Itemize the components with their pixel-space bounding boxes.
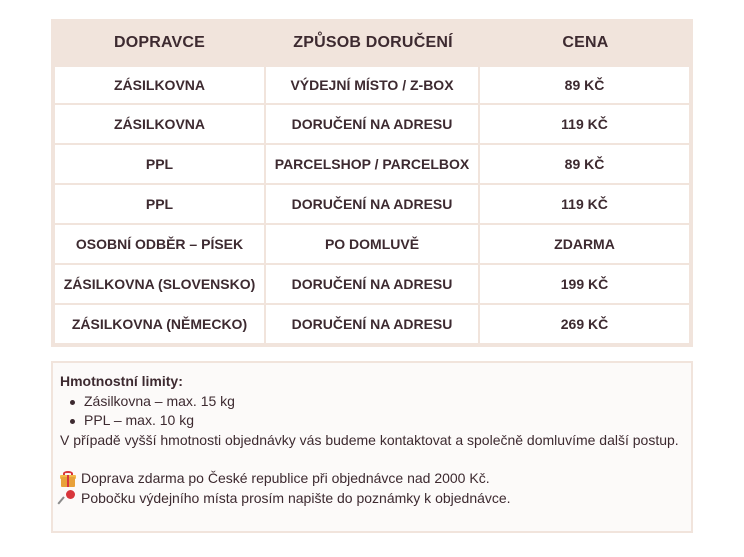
table-header-row [53,21,691,65]
cell-carrier: PPL [53,185,266,225]
cell-delivery-method: PARCELSHOP / PARCELBOX [266,145,480,185]
table-row [53,145,691,185]
cell-delivery-method: DORUČENÍ NA ADRESU [266,265,480,305]
weight-limits-list [60,392,683,431]
free-shipping-text: Doprava zdarma po České republice při objednávce nad 2000 Kč. [81,470,490,486]
weight-limits-heading: Hmotnostní limity: [60,373,183,389]
cell-carrier: OSOBNÍ ODBĚR – PÍSEK [53,225,266,265]
cell-carrier: ZÁSILKOVNA [53,65,266,105]
header-price: CENA [480,21,691,65]
shipping-table-wrapper [51,19,693,347]
list-item: Zásilkovna – max. 15 kg [70,392,683,412]
gift-icon [60,471,76,487]
cell-price: 119 KČ [480,105,691,145]
cell-price: 119 KČ [480,185,691,225]
cell-delivery-method: VÝDEJNÍ MÍSTO / Z-BOX [266,65,480,105]
cell-delivery-method: DORUČENÍ NA ADRESU [266,305,480,345]
cell-delivery-method: DORUČENÍ NA ADRESU [266,185,480,225]
cell-delivery-method: PO DOMLUVĚ [266,225,480,265]
cell-carrier: ZÁSILKOVNA (NĚMECKO) [53,305,266,345]
cell-price: 269 KČ [480,305,691,345]
cell-price: 199 KČ [480,265,691,305]
table-row [53,65,691,105]
overweight-note: V případě vyšší hmotnosti objednávky vás budeme kontaktovat a společně domluvíme další postup. [60,431,679,448]
cell-price: 89 KČ [480,145,691,185]
pushpin-icon [60,490,76,506]
spacer [60,450,683,469]
free-shipping-line [60,469,683,489]
shipping-notes-box [51,361,693,533]
cell-carrier: ZÁSILKOVNA (SLOVENSKO) [53,265,266,305]
table-row [53,105,691,145]
cell-price: ZDARMA [480,225,691,265]
pickup-note-line [60,489,683,509]
cell-carrier: ZÁSILKOVNA [53,105,266,145]
table-row [53,225,691,265]
header-delivery-method: ZPŮSOB DORUČENÍ [266,21,480,65]
cell-price: 89 KČ [480,65,691,105]
shipping-price-table [51,19,693,347]
table-row [53,185,691,225]
table-row [53,305,691,345]
table-row [53,265,691,305]
cell-carrier: PPL [53,145,266,185]
list-item: PPL – max. 10 kg [70,411,683,431]
pickup-note-text: Pobočku výdejního místa prosím napište do poznámky k objednávce. [81,489,511,506]
cell-delivery-method: DORUČENÍ NA ADRESU [266,105,480,145]
header-carrier: DOPRAVCE [53,21,266,65]
